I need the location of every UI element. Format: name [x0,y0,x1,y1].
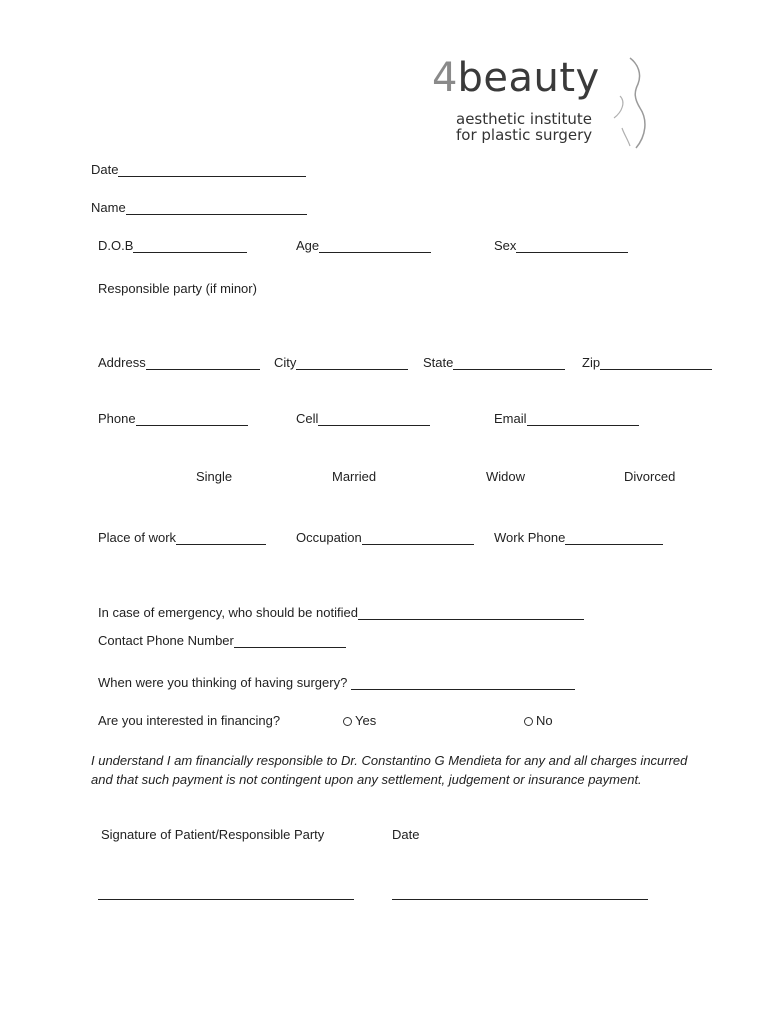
work-phone-line[interactable] [565,530,663,545]
phone-line[interactable] [136,411,248,426]
emergency-contact-field[interactable] [98,605,584,620]
name-label: Name [91,200,126,215]
work-phone-label: Work Phone [494,530,566,545]
zip-field[interactable] [582,355,712,370]
name-line[interactable] [126,200,307,215]
logo-tagline-2: for plastic surgery [456,126,593,144]
date-line[interactable] [118,162,306,177]
email-label: Email [494,411,527,426]
signature-date-line[interactable] [392,899,648,900]
date-label: Date [91,162,119,177]
marital-option-widow[interactable]: Widow [486,469,526,484]
logo-tagline-1: aesthetic institute [456,110,592,128]
place-of-work-line[interactable] [176,530,266,545]
state-line[interactable] [453,355,565,370]
name-field[interactable] [91,200,307,215]
responsible-party-label: Responsible party (if minor) [98,281,257,296]
financing-label: Are you interested in financing? [98,713,281,728]
logo-word: beauty [457,55,600,101]
work-phone-field[interactable] [494,530,663,545]
occupation-field[interactable] [296,530,474,545]
dob-field[interactable] [98,238,247,253]
brand-logo [432,55,600,144]
sex-line[interactable] [516,238,628,253]
logo-digit: 4 [432,55,458,101]
sex-label: Sex [494,238,517,253]
logo-silhouette-icon [600,56,660,152]
phone-label: Phone [98,411,136,426]
address-field[interactable] [98,355,260,370]
financing-no-option[interactable] [524,713,553,728]
surgery-timing-label: When were you thinking of having surgery? [98,675,348,690]
signature-date-label: Date [392,827,420,842]
zip-label: Zip [582,355,601,370]
state-label: State [423,355,454,370]
financing-no-label: No [536,713,553,728]
cell-line[interactable] [318,411,430,426]
surgery-timing-line[interactable] [351,675,575,690]
contact-phone-line[interactable] [234,633,346,648]
occupation-line[interactable] [362,530,474,545]
email-line[interactable] [527,411,639,426]
financing-yes-radio[interactable] [343,717,352,726]
city-label: City [274,355,297,370]
cell-label: Cell [296,411,319,426]
financing-no-radio[interactable] [524,717,533,726]
date-field[interactable] [91,162,306,177]
emergency-contact-line[interactable] [358,605,584,620]
cell-field[interactable] [296,411,430,426]
contact-phone-label: Contact Phone Number [98,633,234,648]
dob-label: D.O.B [98,238,134,253]
signature-label: Signature of Patient/Responsible Party [101,827,325,842]
state-field[interactable] [423,355,565,370]
phone-field[interactable] [98,411,248,426]
city-line[interactable] [296,355,408,370]
zip-line[interactable] [600,355,712,370]
signature-line[interactable] [98,899,354,900]
dob-line[interactable] [133,238,247,253]
marital-option-single[interactable]: Single [196,469,233,484]
age-field[interactable] [296,238,431,253]
place-of-work-label: Place of work [98,530,177,545]
financing-yes-option[interactable] [343,713,376,728]
city-field[interactable] [274,355,408,370]
address-label: Address [98,355,146,370]
emergency-contact-label: In case of emergency, who should be notified [98,605,358,620]
email-field[interactable] [494,411,639,426]
occupation-label: Occupation [296,530,362,545]
sex-field[interactable] [494,238,628,253]
age-label: Age [296,238,320,253]
age-line[interactable] [319,238,431,253]
financing-yes-label: Yes [355,713,377,728]
surgery-timing-field[interactable] [98,675,575,690]
marital-option-married[interactable]: Married [332,469,377,484]
contact-phone-field[interactable] [98,633,346,648]
place-of-work-field[interactable] [98,530,266,545]
marital-option-divorced[interactable]: Divorced [624,469,676,484]
address-line[interactable] [146,355,260,370]
financial-responsibility-statement: I understand I am financially responsible to Dr. Constantino G Mendieta for any and all charges incurred and that such payment is not contingent upon any settlement, judgement or insurance payment. [91,753,688,787]
